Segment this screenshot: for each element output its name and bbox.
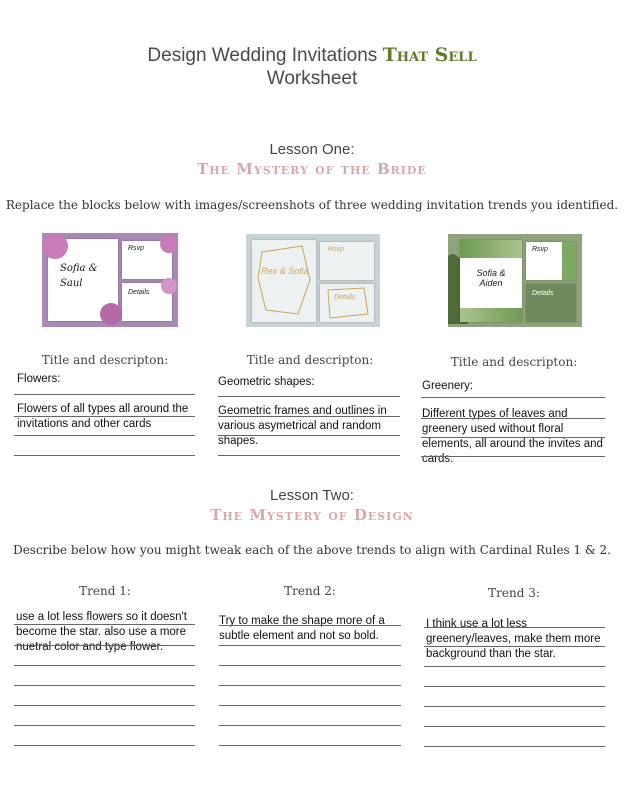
answer-line xyxy=(424,746,605,747)
answer-line xyxy=(218,435,400,436)
geometric-details-label: Details xyxy=(334,294,356,301)
geometric-small-frame-icon xyxy=(320,284,374,322)
col3-title-answer[interactable]: Greenery: xyxy=(422,380,474,392)
answer-line xyxy=(421,397,605,398)
geometric-rsvp-card xyxy=(320,242,374,280)
answer-line xyxy=(218,455,400,456)
answer-line xyxy=(219,705,401,706)
answer-line xyxy=(219,665,401,666)
answer-line xyxy=(424,686,605,687)
floral-invite-name: Sofia & Saul xyxy=(60,263,98,289)
trend3-answer[interactable]: I think use a lot less greenery/leaves, make them more background than the star. xyxy=(426,618,601,660)
answer-line xyxy=(219,685,401,686)
col1-title-answer[interactable]: Flowers: xyxy=(17,373,61,385)
floral-rsvp-card xyxy=(122,241,172,279)
answer-line xyxy=(421,456,605,457)
answer-line xyxy=(14,416,195,417)
answer-line xyxy=(424,666,605,667)
geometric-invitation-image[interactable] xyxy=(246,234,380,327)
greenery-details-label: Details xyxy=(532,290,554,297)
lesson-two-label: Lesson Two: xyxy=(270,487,354,504)
answer-line xyxy=(219,725,401,726)
lesson-two-subtitle: The Mystery of Design xyxy=(210,506,414,524)
answer-line xyxy=(218,416,400,417)
col2-description-answer[interactable]: Geometric frames and outlines in various asymetrical and random shapes. xyxy=(218,405,387,447)
answer-line xyxy=(424,646,605,647)
lesson-one-subtitle: The Mystery of the Bride xyxy=(197,160,427,178)
title-line2: Worksheet xyxy=(266,68,358,89)
answer-line xyxy=(14,745,195,746)
geometric-details-card xyxy=(320,284,374,322)
floral-details-label: Details xyxy=(128,289,150,296)
answer-line xyxy=(219,645,401,646)
answer-line xyxy=(14,435,195,436)
answer-line xyxy=(421,418,605,419)
answer-line xyxy=(14,705,195,706)
greenery-details-card xyxy=(526,284,576,322)
trend2-answer[interactable]: Try to make the shape more of a subtle element and not so bold. xyxy=(219,615,385,642)
greenery-rsvp-label: Rsvp xyxy=(532,246,548,253)
floral-invite-card xyxy=(48,239,118,321)
col2-heading: Title and descripton: xyxy=(246,353,374,367)
floral-rsvp-label: Rsvp xyxy=(128,245,144,252)
greenery-invite-card xyxy=(460,240,522,322)
col1-description-answer[interactable]: Flowers of all types all around the invitations and other cards xyxy=(17,403,189,430)
geometric-invite-name: Rex & Sofia xyxy=(261,266,309,276)
geometric-frame-icon xyxy=(252,240,316,322)
greenery-rsvp-card xyxy=(526,242,576,280)
geometric-invite-card xyxy=(252,240,316,322)
answer-line xyxy=(424,726,605,727)
answer-line xyxy=(14,645,195,646)
lesson-one-instruction: Replace the blocks below with images/screenshots of three wedding invitation trends you identified. xyxy=(5,198,619,212)
col3-description-answer[interactable]: Different types of leaves and greenery used without floral elements, all around the invites and cards. xyxy=(422,408,603,465)
floral-invitation-image[interactable] xyxy=(42,233,178,327)
trend1-answer[interactable]: use a lot less flowers so it doesn't become the star. also use a more nuetral color and type flower. xyxy=(16,611,187,653)
col2-title-answer[interactable]: Geometric shapes: xyxy=(218,376,315,388)
greenery-invitation-image[interactable] xyxy=(448,234,582,327)
lesson-one-label: Lesson One: xyxy=(269,141,355,158)
title-prefix: Design Wedding Invitations xyxy=(147,45,378,66)
trend2-heading: Trend 2: xyxy=(284,584,336,598)
answer-line xyxy=(14,624,195,625)
answer-line xyxy=(14,725,195,726)
answer-line xyxy=(14,685,195,686)
greenery-invite-name: Sofia & Aiden xyxy=(476,268,506,288)
answer-line xyxy=(219,625,401,626)
answer-line xyxy=(218,396,400,397)
trend3-heading: Trend 3: xyxy=(488,586,540,600)
answer-line xyxy=(421,437,605,438)
answer-line xyxy=(14,394,195,395)
geometric-rsvp-label: Rsvp xyxy=(328,246,344,253)
title-highlight: That Sell xyxy=(382,44,477,66)
answer-line xyxy=(219,745,401,746)
answer-line xyxy=(424,627,605,628)
answer-line xyxy=(14,455,195,456)
answer-line xyxy=(14,665,195,666)
floral-details-card xyxy=(122,283,172,321)
col3-heading: Title and descripton: xyxy=(450,355,578,369)
col1-heading: Title and descripton: xyxy=(41,353,169,367)
answer-line xyxy=(424,706,605,707)
trend1-heading: Trend 1: xyxy=(79,584,131,598)
worksheet-title xyxy=(0,44,624,67)
lesson-two-instruction: Describe below how you might tweak each of the above trends to align with Cardinal Rules 1 & 2. xyxy=(13,543,611,557)
